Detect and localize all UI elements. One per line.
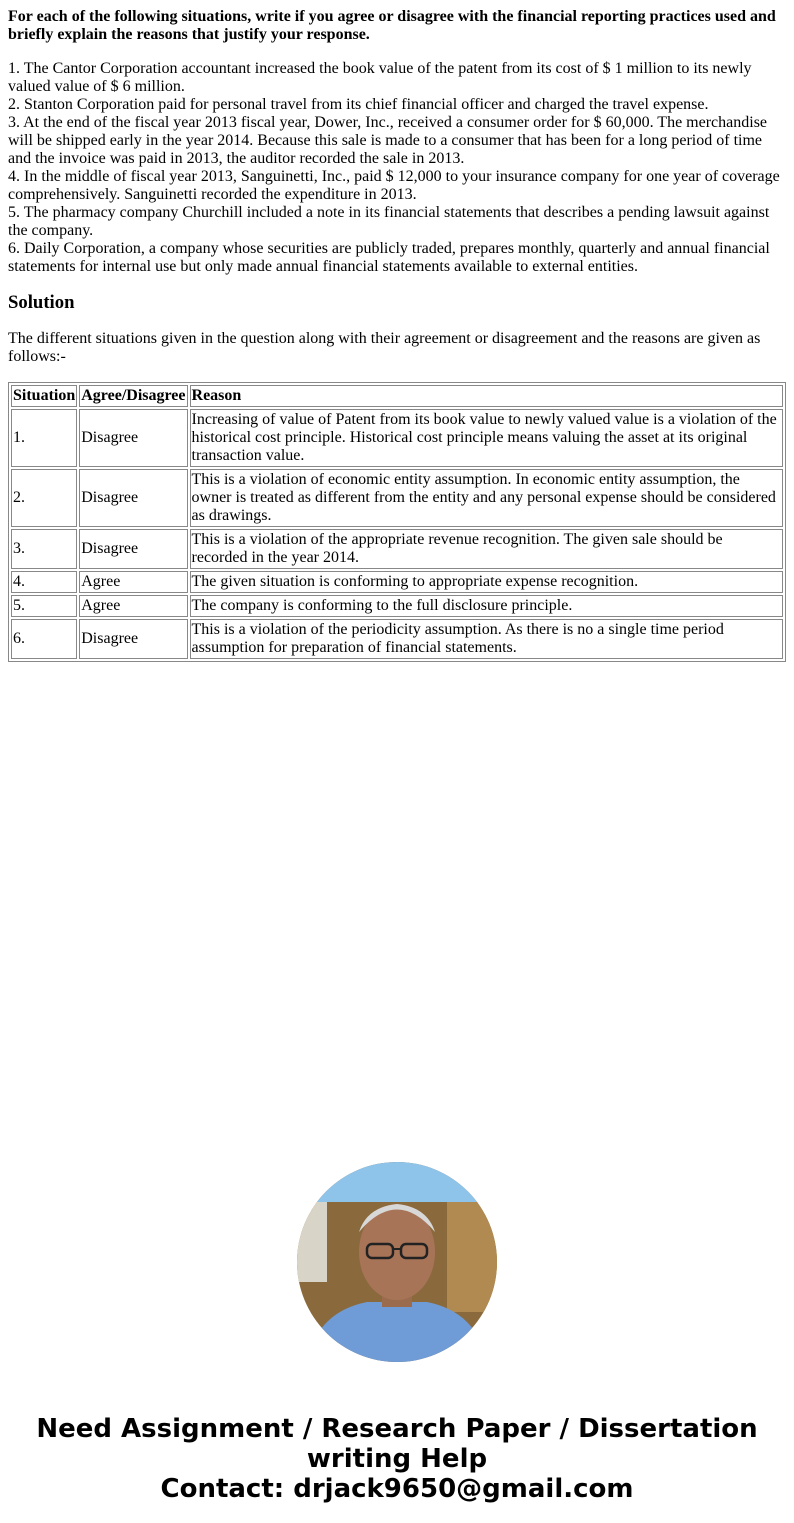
situation-cell: 4. <box>11 571 77 593</box>
situation-cell: 6. <box>11 619 77 659</box>
column-header: Reason <box>190 385 783 407</box>
question-item: 1. The Cantor Corporation accountant increased the book value of the patent from its cost of $ 1 million to its newly valued value of $ 6 million. <box>8 60 752 95</box>
footer-line: Need Assignment / Research Paper / Dissertation writing Help <box>36 1414 758 1474</box>
solution-table <box>8 382 786 662</box>
agreement-cell: Disagree <box>79 619 187 659</box>
question-list <box>8 60 786 276</box>
table-row <box>11 529 783 569</box>
question-prompt: For each of the following situations, write if you agree or disagree with the financial reporting practices used and briefly explain the reasons that justify your response. <box>8 8 776 43</box>
situation-cell: 2. <box>11 469 77 527</box>
question-item: 5. The pharmacy company Churchill included a note in its financial statements that describes a pending lawsuit against the company. <box>8 204 770 239</box>
reason-cell: The given situation is conforming to appropriate expense recognition. <box>190 571 783 593</box>
reason-cell: Increasing of value of Patent from its book value to newly valued value is a violation of the historical cost principle. Historical cost principle means valuing the asset at its original transaction value. <box>190 409 783 467</box>
situation-cell: 3. <box>11 529 77 569</box>
reason-cell: This is a violation of economic entity assumption. In economic entity assumption, the owner is treated as different from the entity and any personal expense should be considered as drawings. <box>190 469 783 527</box>
agreement-cell: Disagree <box>79 529 187 569</box>
question-item: 6. Daily Corporation, a company whose securities are publicly traded, prepares monthly, quarterly and annual financial statements for internal use but only made annual financial statements available to external entities. <box>8 240 770 275</box>
solution-heading: Solution <box>8 292 75 313</box>
table-header-row <box>11 385 783 407</box>
column-header: Situation <box>11 385 77 407</box>
agreement-cell: Agree <box>79 595 187 617</box>
table-row <box>11 469 783 527</box>
agreement-cell: Agree <box>79 571 187 593</box>
agreement-cell: Disagree <box>79 469 187 527</box>
reason-cell: The company is conforming to the full disclosure principle. <box>190 595 783 617</box>
reason-cell: This is a violation of the appropriate revenue recognition. The given sale should be recorded in the year 2014. <box>190 529 783 569</box>
situation-cell: 5. <box>11 595 77 617</box>
footer-contact: Contact: drjack9650@gmail.com <box>160 1474 634 1504</box>
table-row <box>11 409 783 467</box>
question-item: 3. At the end of the fiscal year 2013 fiscal year, Dower, Inc., received a consumer order for $ 60,000. The merchandise will be shipped early in the year 2014. Because this sale is made to a consumer that has been for a long period of time and the invoice was paid in 2013, the auditor recorded the sale in 2013. <box>8 114 768 167</box>
table-row <box>11 595 783 617</box>
question-item: 4. In the middle of fiscal year 2013, Sanguinetti, Inc., paid $ 12,000 to your insurance company for one year of coverage comprehensively. Sanguinetti recorded the expenditure in 2013. <box>8 168 780 203</box>
question-item: 2. Stanton Corporation paid for personal travel from its chief financial officer and charged the travel expense. <box>8 96 709 113</box>
situation-cell: 1. <box>11 409 77 467</box>
reason-cell: This is a violation of the periodicity assumption. As there is no a single time period assumption for preparation of financial statements. <box>190 619 783 659</box>
table-row <box>11 571 783 593</box>
solution-intro: The different situations given in the question along with their agreement or disagreement and the reasons are given as follows:- <box>8 330 761 365</box>
agreement-cell: Disagree <box>79 409 187 467</box>
table-row <box>11 619 783 659</box>
column-header: Agree/Disagree <box>79 385 187 407</box>
footer-ad <box>8 1414 786 1504</box>
author-photo <box>297 1162 497 1362</box>
